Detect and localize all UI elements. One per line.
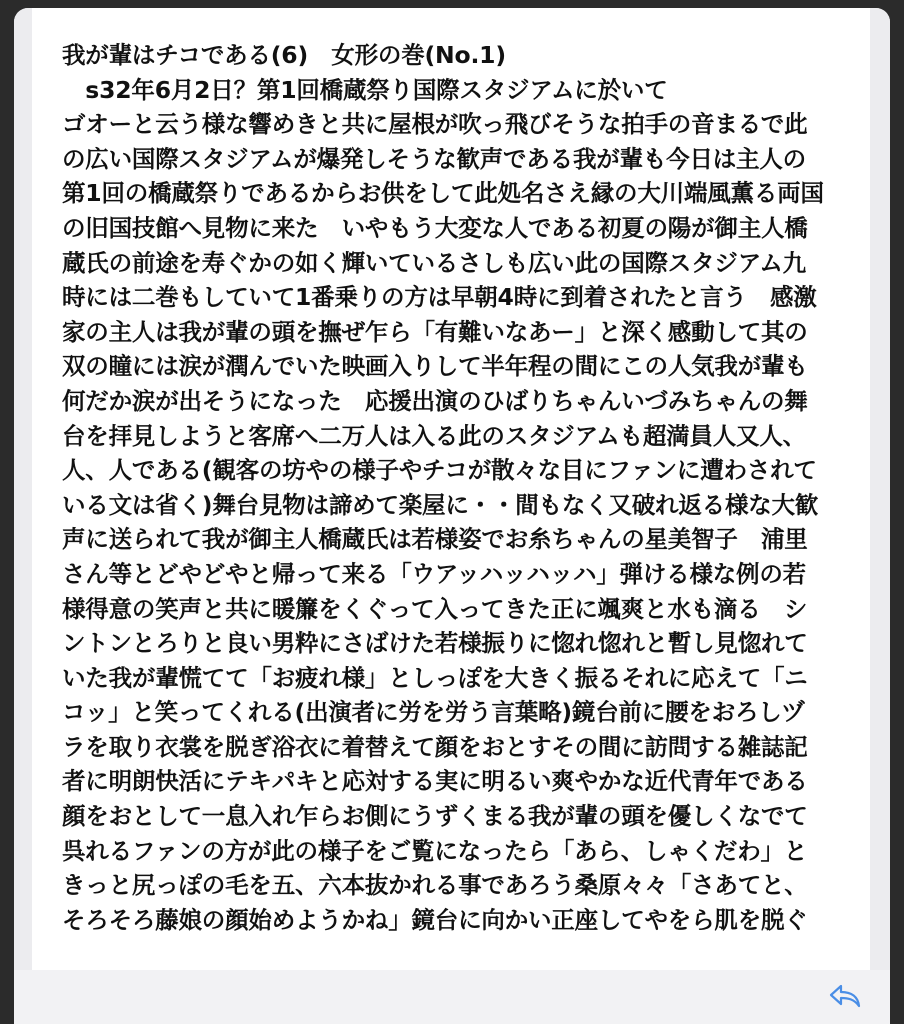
doc-line: 家の主人は我が輩の頭を撫ぜ乍ら「有難いなあー」と深く感動して其の	[62, 317, 808, 346]
doc-line: 呉れるファンの方が此の様子をご覧になったら「あら、しゃくだわ」と	[62, 836, 808, 865]
document-page	[32, 8, 870, 970]
doc-line: 声に送られて我が御主人橋蔵氏は若様姿でお糸ちゃんの星美智子 浦里	[62, 525, 808, 554]
doc-subtitle: s32年6月2日？第1回橋蔵祭り国際スタジアムに於いて	[62, 75, 668, 104]
doc-line: 者に明朗快活にテキパキと応対する実に明るい爽やかな近代青年である	[62, 767, 808, 796]
viewer-frame	[14, 8, 890, 1024]
doc-line: の広い国際スタジアムが爆発しそうな歓声である我が輩も今日は主人の	[62, 144, 806, 173]
doc-line: ントンとろりと良い男粋にさばけた若様振りに惚れ惚れと暫し見惚れて	[62, 629, 808, 658]
doc-line: ゴオーと云う様な響めきと共に屋根が吹っ飛びそうな拍手の音まるで此	[62, 110, 808, 139]
doc-line: 蔵氏の前途を寿ぐかの如く輝いているさしも広い此の国際スタジアム九	[62, 248, 806, 277]
frame-left-edge	[14, 8, 32, 1024]
doc-line: 双の瞳には涙が潤んでいた映画入りして半年程の間にこの人気我が輩も	[62, 352, 808, 381]
doc-line: コッ」と笑ってくれる(出演者に労を労う言葉略)鏡台前に腰をおろしヅ	[62, 698, 805, 727]
doc-line: 時には二巻もしていて1番乗りの方は早朝4時に到着されたと言う 感激	[62, 283, 817, 312]
doc-line: ラを取り衣裳を脱ぎ浴衣に着替えて顔をおとすその間に訪問する雑誌記	[62, 732, 808, 761]
doc-line: 顔をおとして一息入れ乍らお側にうずくまる我が輩の頭を優しくなでて	[62, 802, 808, 831]
doc-line: きっと尻っぽの毛を五、六本抜かれる事であろう桑原々々「さあてと、	[62, 871, 808, 900]
doc-line: 人、人である(観客の坊やの様子やチコが散々な目にファンに遭わされて	[62, 456, 817, 485]
document-body	[62, 38, 852, 937]
doc-line: そろそろ藤娘の顔始めようかね」鏡台に向かい正座してやをら肌を脱ぐ	[62, 905, 808, 934]
doc-line: 何だか涙が出そうになった 応援出演のひばりちゃんいづみちゃんの舞	[62, 386, 808, 415]
frame-right-edge	[870, 8, 890, 1024]
doc-line: さん等とどやどやと帰って来る「ウアッハッハッハ」弾ける様な例の若	[62, 559, 806, 588]
doc-line: いた我が輩慌てて「お疲れ様」としっぽを大きく振るそれに応えて「ニ	[62, 663, 808, 692]
doc-line: 様得意の笑声と共に暖簾をくぐって入ってきた正に颯爽と水も滴る シ	[62, 594, 808, 623]
doc-line: いる文は省く)舞台見物は諦めて楽屋に・・間もなく又破れ返る様な大歓	[62, 490, 819, 519]
doc-line: の旧国技館へ見物に来た いやもう大変な人である初夏の陽が御主人橋	[62, 213, 808, 242]
bottom-toolbar	[14, 970, 890, 1024]
doc-line: 第1回の橋蔵祭りであるからお供をして此処名さえ縁の大川端風薫る両国	[62, 179, 824, 208]
reply-arrow-icon	[828, 982, 862, 1010]
doc-line: 台を拝見しようと客席へ二万人は入る此のスタジアムも超満員人又人、	[62, 421, 806, 450]
doc-title: 我が輩はチコである(6) 女形の巻(No.1)	[62, 41, 506, 69]
reply-button[interactable]	[828, 982, 862, 1010]
